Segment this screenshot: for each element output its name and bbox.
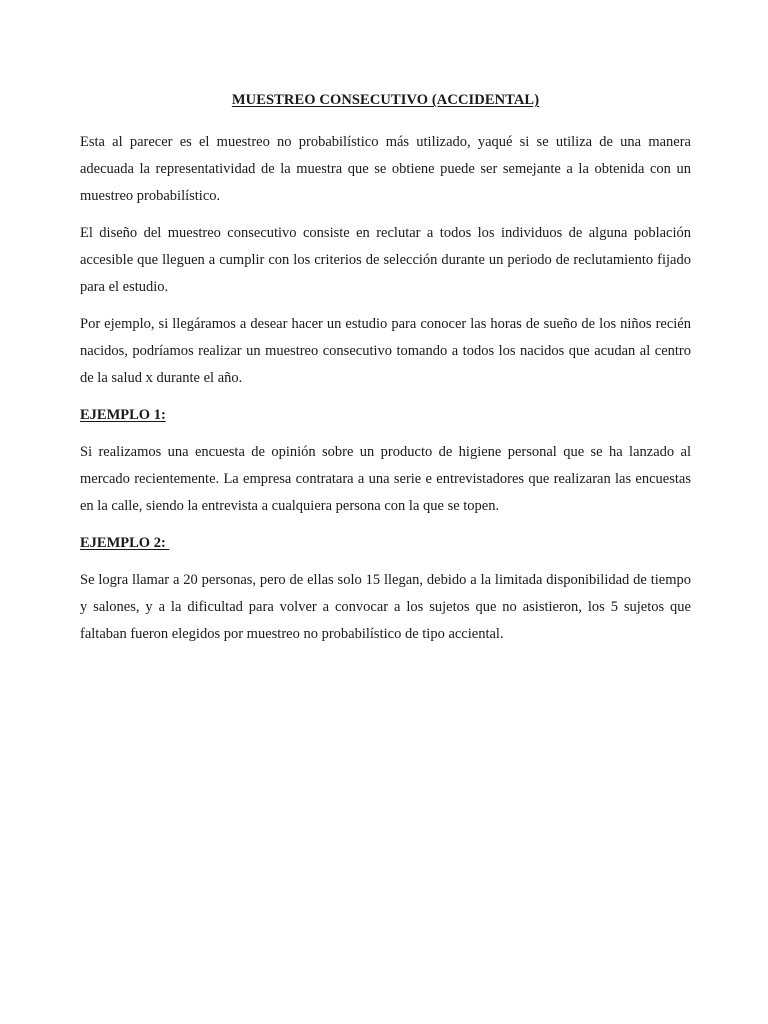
example-2-paragraph: Se logra llamar a 20 personas, pero de ellas solo 15 llegan, debido a la limitada disponibilidad de tiempo y salones, y a la dificultad para volver a convocar a los sujetos que no asistieron, los 5 sujetos que faltaban fueron elegidos por muestreo no probabilístico de tipo acciental.	[80, 572, 691, 642]
document-page	[80, 88, 691, 658]
example-intro-paragraph: Por ejemplo, si llegáramos a desear hacer un estudio para conocer las horas de sueño de los niños recién nacidos, podríamos realizar un muestreo consecutivo tomando a todos los nacidos que acudan al centro de la salud x durante el año.	[80, 316, 691, 386]
example-1-heading: EJEMPLO 1:	[80, 407, 166, 423]
intro-paragraph: Esta al parecer es el muestreo no probabilístico más utilizado, yaqué si se utiliza de una manera adecuada la representatividad de la muestra que se obtiene puede ser semejante a la obtenida con un muestreo probabilístico.	[80, 134, 691, 204]
example-1-paragraph: Si realizamos una encuesta de opinión sobre un producto de higiene personal que se ha lanzado al mercado recientemente. La empresa contratara a una serie e entrevistadores que realizaran las encuestas en la calle, siendo la entrevista a cualquiera persona con la que se topen.	[80, 444, 691, 514]
design-paragraph: El diseño del muestreo consecutivo consiste en reclutar a todos los individuos de alguna población accesible que lleguen a cumplir con los criterios de selección durante un periodo de reclutamiento fijado para el estudio.	[80, 225, 691, 295]
example-2-heading: EJEMPLO 2:	[80, 535, 170, 551]
document-title: MUESTREO CONSECUTIVO (ACCIDENTAL)	[231, 92, 540, 108]
